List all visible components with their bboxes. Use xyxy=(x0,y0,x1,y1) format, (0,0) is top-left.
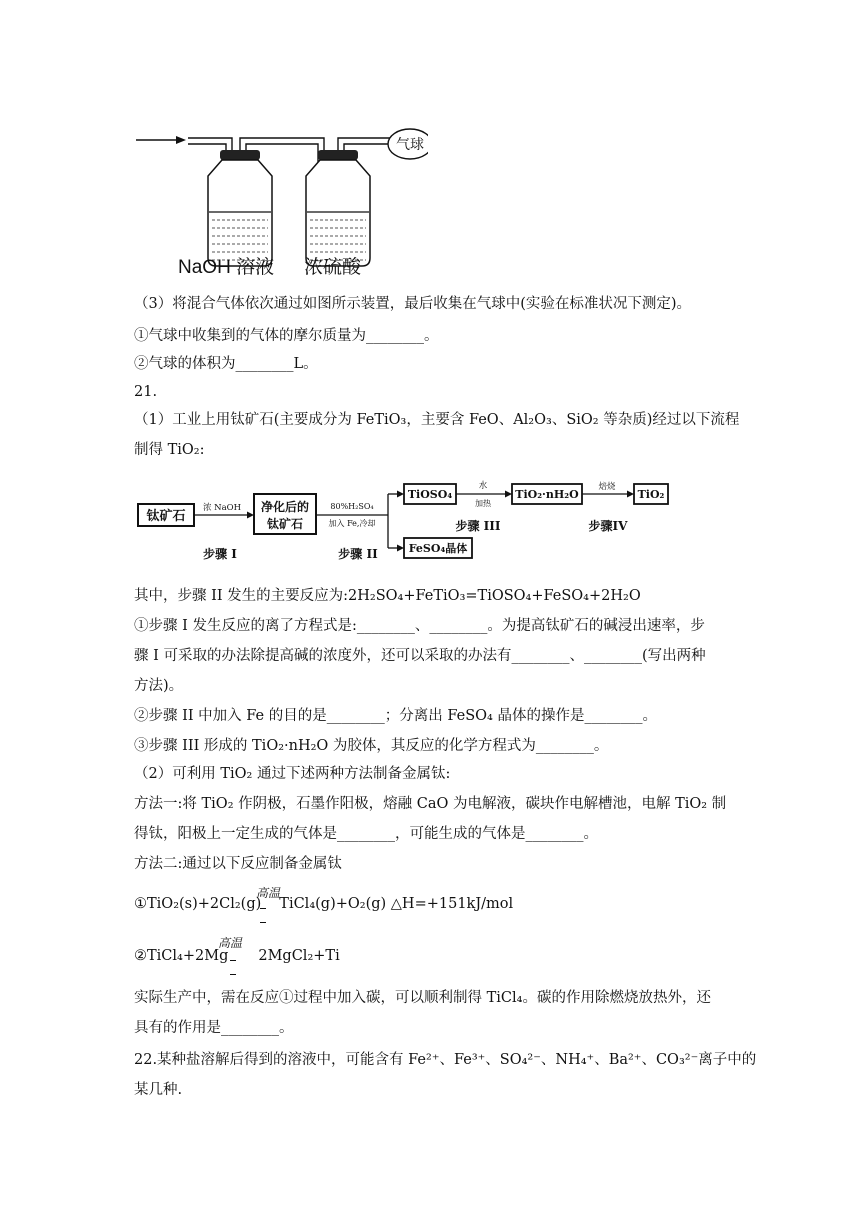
q21-method2: 方法二:通过以下反应制备金属钛 xyxy=(134,856,342,872)
q22-line2: 某几种. xyxy=(134,1082,183,1098)
flow-tioso4: TiOSO₄ xyxy=(407,488,453,501)
flow-arrow3-top: 水 xyxy=(478,481,488,491)
flow-purified-line1: 净化后的 xyxy=(260,500,310,514)
q21-practice-line1: 实际生产中，需在反应①过程中加入碳，可以顺利制得 TiCl₄。碳的作用除燃烧放热外，还 xyxy=(134,990,711,1006)
flow-arrow2-line2: 加入 Fe,冷却 xyxy=(328,519,376,528)
q21-number: 21. xyxy=(134,384,158,400)
q21-method1-line1: 方法一:将 TiO₂ 作阴极，石墨作阳极，熔融 CaO 为电解液，碳块作电解槽池，电解 TiO₂ 制 xyxy=(134,796,727,812)
q22-line1: 22.某种盐溶解后得到的溶液中，可能含有 Fe²⁺、Fe³⁺、SO₄²⁻、NH₄⁺、Ba²⁺、CO₃²⁻离子中的 xyxy=(134,1052,757,1068)
eq1-right: TiCl₄(g)+O₂(g) △H=+151kJ/mol xyxy=(279,896,514,912)
q21-practice-line2: 具有的作用是________。 xyxy=(134,1020,294,1036)
q21-method1-line2: 得钛，阳极上一定生成的气体是________，可能生成的气体是________。 xyxy=(134,826,598,842)
eq1 xyxy=(134,894,513,914)
eq2-condition-mark2 xyxy=(230,974,236,975)
q21-item2: ②步骤 II 中加入 Fe 的目的是________；分离出 FeSO₄ 晶体的操作是________。 xyxy=(134,708,657,724)
eq1-condition-mark2 xyxy=(260,922,266,923)
balloon-label: 气球 xyxy=(396,137,424,153)
flow-tio2: TiO₂ xyxy=(637,488,665,501)
flow-purified-line2: 钛矿石 xyxy=(266,517,304,531)
eq2-condition-mark xyxy=(230,960,236,961)
q21-p1-line1: （1）工业上用钛矿石(主要成分为 FeTiO₃，主要含 FeO、Al₂O₃、SiO₂ 等杂质)经过以下流程 xyxy=(134,412,740,428)
q21-p2: （2）可利用 TiO₂ 通过下述两种方法制备金属钛: xyxy=(134,766,451,782)
flow-ore: 钛矿石 xyxy=(146,509,186,524)
q21-item3: ③步骤 III 形成的 TiO₂·nH₂O 为胶体，其反应的化学方程式为________。 xyxy=(134,738,609,754)
q21-reaction-step2: 其中，步骤 II 发生的主要反应为:2H₂SO₄+FeTiO₃=TiOSO₄+FeSO₄+2H₂O xyxy=(134,588,641,604)
eq2-right: 2MgCl₂+Ti xyxy=(258,948,340,964)
flow-step3: 步骤 III xyxy=(455,519,501,533)
flow-arrow3-bottom: 加热 xyxy=(475,499,491,508)
eq1-condition: 高温 xyxy=(256,886,281,900)
flow-step2: 步骤 II xyxy=(338,547,378,561)
q20-3-item2: ②气球的体积为________L。 xyxy=(134,356,318,372)
eq1-condition-mark xyxy=(260,908,266,909)
q21-item1-line2: 骤 I 可采取的办法除提高碱的浓度外，还可以采取的办法有________、________(写出两种 xyxy=(134,648,706,664)
eq2-condition: 高温 xyxy=(218,936,243,950)
eq1-left: ①TiO₂(s)+2Cl₂(g) xyxy=(134,896,262,912)
bottle1-label: NaOH 溶液 xyxy=(178,257,275,278)
q21-item1-line1: ①步骤 I 发生反应的离了方程式是:________、________。为提高钛矿石的碱浸出速率，步 xyxy=(134,618,705,634)
q20-3-text: （3）将混合气体依次通过如图所示装置，最后收集在气球中(实验在标准状况下测定)。 xyxy=(134,296,692,312)
flow-arrow4-label: 焙烧 xyxy=(598,482,616,492)
bottle2-label: 浓硫酸 xyxy=(304,257,362,278)
flow-arrow2-line1: 80%H₂SO₄ xyxy=(330,502,374,511)
gas-washing-apparatus xyxy=(128,120,428,280)
q20-3-item1: ①气球中收集到的气体的摩尔质量为________。 xyxy=(134,328,439,344)
flow-step1: 步骤 I xyxy=(203,547,237,561)
flow-step4: 步骤IV xyxy=(588,519,628,533)
flow-tio2nh2o: TiO₂·nH₂O xyxy=(515,488,579,501)
process-flowchart xyxy=(136,476,676,574)
q21-p1-line2: 制得 TiO₂: xyxy=(134,442,205,458)
q21-item1-line3: 方法)。 xyxy=(134,678,184,694)
eq2-left: ②TiCl₄+2Mg xyxy=(134,948,229,964)
flow-arrow1-label: 浓 NaOH xyxy=(202,503,242,513)
flow-feso4: FeSO₄晶体 xyxy=(408,542,468,555)
